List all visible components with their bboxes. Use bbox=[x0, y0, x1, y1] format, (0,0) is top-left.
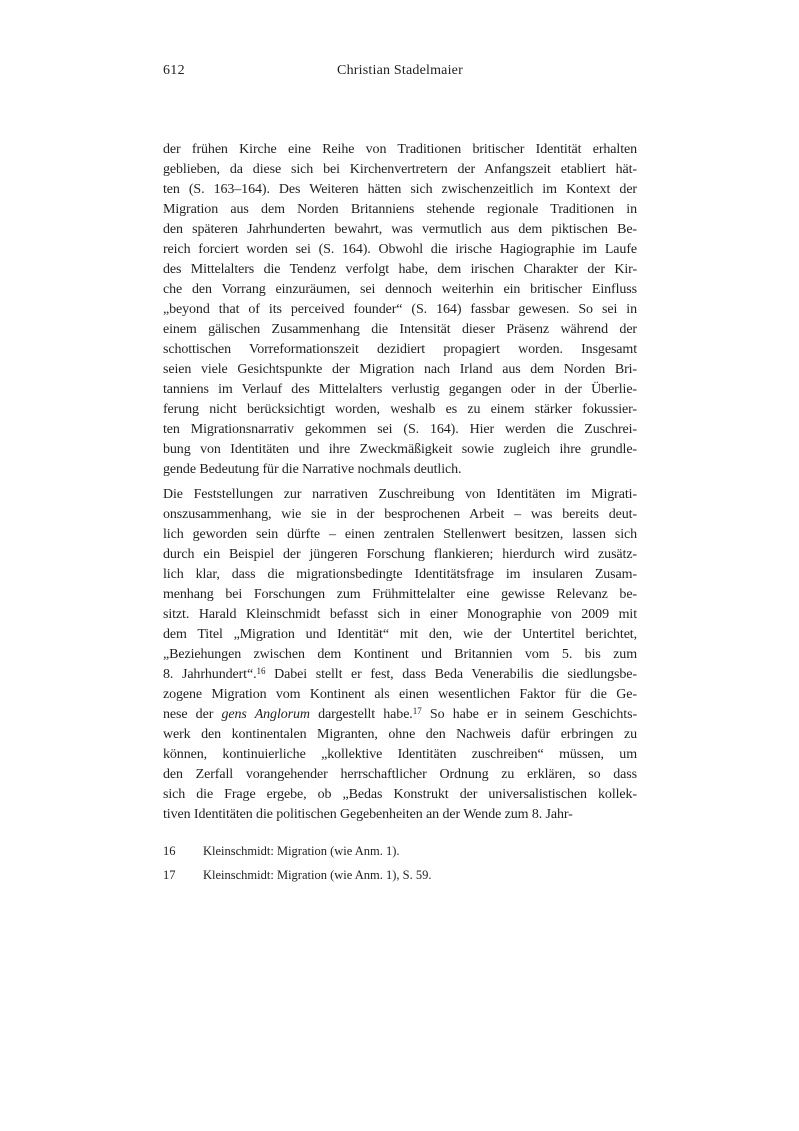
text-line: lich geworden sein dürfte – einen zentralen Stellenwert besitzen, lassen sich bbox=[163, 527, 637, 542]
running-header bbox=[163, 62, 637, 80]
paragraph-1 bbox=[163, 140, 637, 480]
text-line: einem gälischen Zusammenhang die Intensität dieser Präsenz während der bbox=[163, 322, 637, 337]
paragraph-2 bbox=[163, 485, 637, 825]
text-line: sitzt. Harald Kleinschmidt befasst sich in einer Monographie von 2009 mit bbox=[163, 607, 637, 622]
footnote-text: Kleinschmidt: Migration (wie Anm. 1), S. 59. bbox=[203, 868, 432, 882]
footnote-block bbox=[163, 843, 637, 891]
text-line: zogene Migration vom Kontinent als einen wesentlichen Faktor für die Ge- bbox=[163, 687, 637, 702]
footnote bbox=[163, 867, 637, 884]
text-line: tanniens im Verlauf des Mittelalters verlustig gegangen oder in der Überlie- bbox=[163, 382, 637, 397]
text-line: bung von Identitäten und ihre Zweckmäßigkeit sowie zugleich ihre grundle- bbox=[163, 442, 637, 457]
body-text bbox=[163, 140, 637, 825]
footnote bbox=[163, 843, 637, 860]
text-line: 8. Jahrhundert“.$^{16}$ Dabei stellt er fest, dass Beda Venerabilis die siedlungsbe- bbox=[163, 666, 637, 682]
text-line: nese der gens Anglorum dargestellt habe.$^{17}$ So habe er in seinem Geschichts- bbox=[163, 706, 637, 722]
text-line: ten Migrationsnarrativ gekommen sei (S. 164). Hier werden die Zuschrei- bbox=[163, 422, 637, 437]
text-line: „Beziehungen zwischen dem Kontinent und Britannien vom 5. bis zum bbox=[163, 647, 637, 662]
text-line: menhang bei Forschungen zum Frühmittelalter eine gewisse Relevanz be- bbox=[163, 587, 637, 602]
text-line: können, kontinuierliche „kollektive Identitäten zuschreiben“ müssen, um bbox=[163, 747, 637, 762]
footnote-ref: 16 bbox=[256, 666, 266, 676]
text-line: geblieben, da diese sich bei Kirchenvertretern der Anfangszeit etabliert hät- bbox=[163, 162, 637, 177]
text-line: Migration aus dem Norden Britanniens stehende regionale Traditionen in bbox=[163, 202, 637, 217]
text-line: sich die Frage ergebe, ob „Bedas Konstrukt der universalistischen kollek- bbox=[163, 787, 637, 802]
text-line: durch ein Beispiel der jüngeren Forschung flankieren; hierdurch wird zusätz- bbox=[163, 547, 637, 562]
text-line: den späteren Jahrhunderten bewahrt, was vermutlich aus dem piktischen Be- bbox=[163, 222, 637, 237]
text-line: des Mittelalters die Tendenz verfolgt habe, dem irischen Charakter der Kir- bbox=[163, 262, 637, 277]
running-title: Christian Stadelmaier bbox=[337, 63, 463, 78]
text-line: che den Vorrang einzuräumen, sei dennoch weiterhin ein britischer Einfluss bbox=[163, 282, 637, 297]
footnote-number: 17 bbox=[163, 868, 176, 882]
footnote-number: 16 bbox=[163, 844, 176, 858]
italic-term: gens Anglorum bbox=[221, 707, 310, 722]
page-number: 612 bbox=[163, 63, 185, 78]
text-line: gende Bedeutung für die Narrative nochmals deutlich. bbox=[163, 462, 462, 477]
text-line: dem Titel „Migration und Identität“ mit den, wie der Untertitel berichtet, bbox=[163, 627, 637, 642]
text-line: den Zerfall vorangehender herrschaftlicher Ordnung zu erklären, so dass bbox=[163, 767, 637, 782]
text-line: reich forciert worden sei (S. 164). Obwohl die irische Hagiographie im Laufe bbox=[163, 242, 637, 257]
footnote-text: Kleinschmidt: Migration (wie Anm. 1). bbox=[203, 844, 400, 858]
text-line: lich klar, dass die migrationsbedingte Identitätsfrage im insularen Zusam- bbox=[163, 567, 637, 582]
text-line: werk den kontinentalen Migranten, ohne den Nachweis dafür erbringen zu bbox=[163, 727, 637, 742]
text-line: ferung nicht berücksichtigt worden, weshalb es zu einem stärker fokussier- bbox=[163, 402, 637, 417]
text-line: seien viele Gesichtspunkte der Migration nach Irland aus dem Norden Bri- bbox=[163, 362, 637, 377]
text-line: der frühen Kirche eine Reihe von Traditionen britischer Identität erhalten bbox=[163, 142, 637, 157]
footnote-ref: 17 bbox=[412, 706, 422, 716]
text-line: Die Feststellungen zur narrativen Zuschreibung von Identitäten im Migrati- bbox=[163, 487, 637, 502]
text-line: onszusammenhang, wie sie in der besprochenen Arbeit – was bereits deut- bbox=[163, 507, 637, 522]
text-line: „beyond that of its perceived founder“ (S. 164) fassbar gewesen. So sei in bbox=[163, 302, 637, 317]
text-line: schottischen Vorreformationszeit dezidiert propagiert worden. Insgesamt bbox=[163, 342, 637, 357]
text-line: ten (S. 163–164). Des Weiteren hätten sich zwischenzeitlich im Kontext der bbox=[163, 182, 637, 197]
text-line: tiven Identitäten die politischen Gegebenheiten an der Wende zum 8. Jahr- bbox=[163, 807, 573, 822]
